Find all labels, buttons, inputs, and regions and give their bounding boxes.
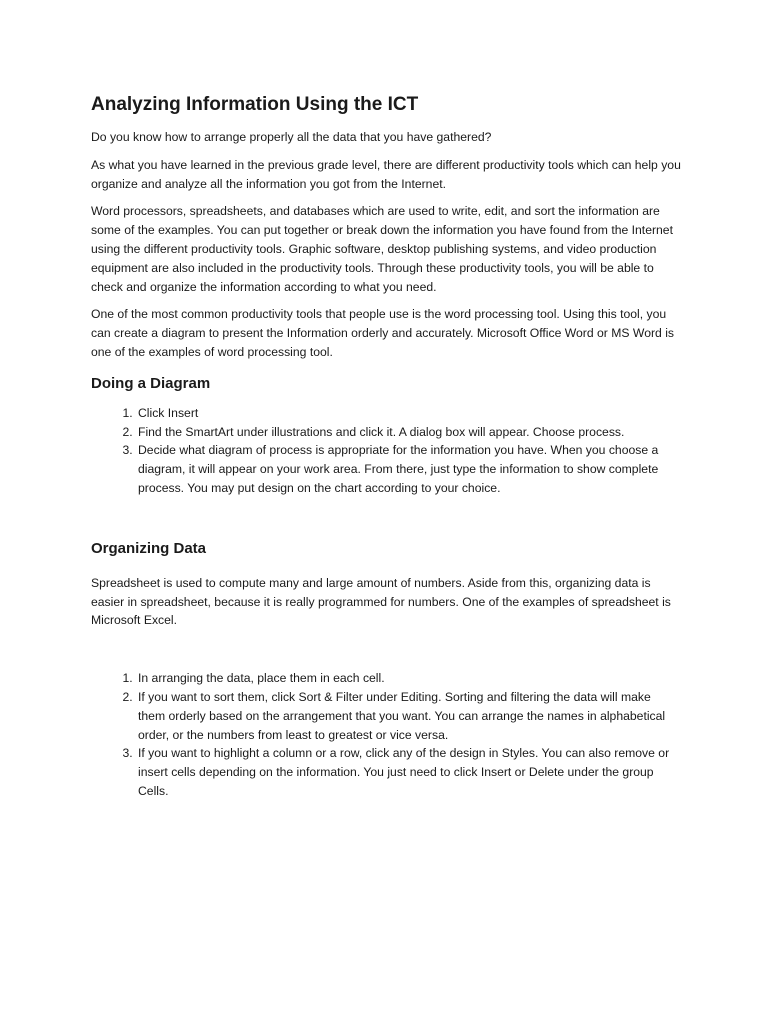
intro-paragraph-2: As what you have learned in the previous grade level, there are different productivity tools which can help you organize and analyze all the information you got from the Internet. [91, 157, 681, 191]
document-page [91, 92, 681, 801]
diagram-steps-list [91, 404, 681, 498]
list-item: 1. In arranging the data, place them in each cell. [136, 669, 681, 688]
section-heading-organizing: Organizing Data [91, 539, 207, 557]
list-item: 3. Decide what diagram of process is appropriate for the information you have. When you choose a diagram, it will appear on your work area. From there, just type the information to show complete process. You may put design on the chart according to your choice. [136, 441, 681, 497]
organizing-steps-list [91, 669, 681, 801]
intro-paragraph-1: Do you know how to arrange properly all the data that you have gathered? [91, 130, 492, 144]
list-item: 3. If you want to highlight a column or a row, click any of the design in Styles. You can also remove or insert cells depending on the information. You just need to click Insert or Delete under the group Cells. [136, 744, 681, 800]
list-item: 2. Find the SmartArt under illustrations and click it. A dialog box will appear. Choose process. [136, 423, 681, 442]
list-item: 2. If you want to sort them, click Sort & Filter under Editing. Sorting and filtering the data will make them orderly based on the arrangement that you want. You can arrange the names in alphabetical order, or the numbers from least to greatest or vice versa. [136, 688, 681, 744]
list-item: 1. Click Insert [136, 404, 681, 423]
section-heading-diagram: Doing a Diagram [91, 374, 211, 392]
intro-paragraph-3: Word processors, spreadsheets, and databases which are used to write, edit, and sort the information are some of the examples. You can put together or break down the information you have found from the Internet using the different productivity tools. Graphic software, desktop publishing systems, and video production equipment are also included in the productivity tools. Through these productivity tools, you will be able to check and organize the information according to what you need. [91, 204, 673, 294]
organizing-paragraph: Spreadsheet is used to compute many and large amount of numbers. Aside from this, organizing data is easier in spreadsheet, because it is really programmed for numbers. One of the examples of spreadsheet is Microsoft Excel. [91, 575, 671, 628]
intro-paragraph-4: One of the most common productivity tools that people use is the word processing tool. Using this tool, you can create a diagram to present the Information orderly and accurately. Microsoft Office Word or MS Word is one of the examples of word processing tool. [91, 307, 674, 359]
page-title: Analyzing Information Using the ICT [91, 94, 419, 115]
